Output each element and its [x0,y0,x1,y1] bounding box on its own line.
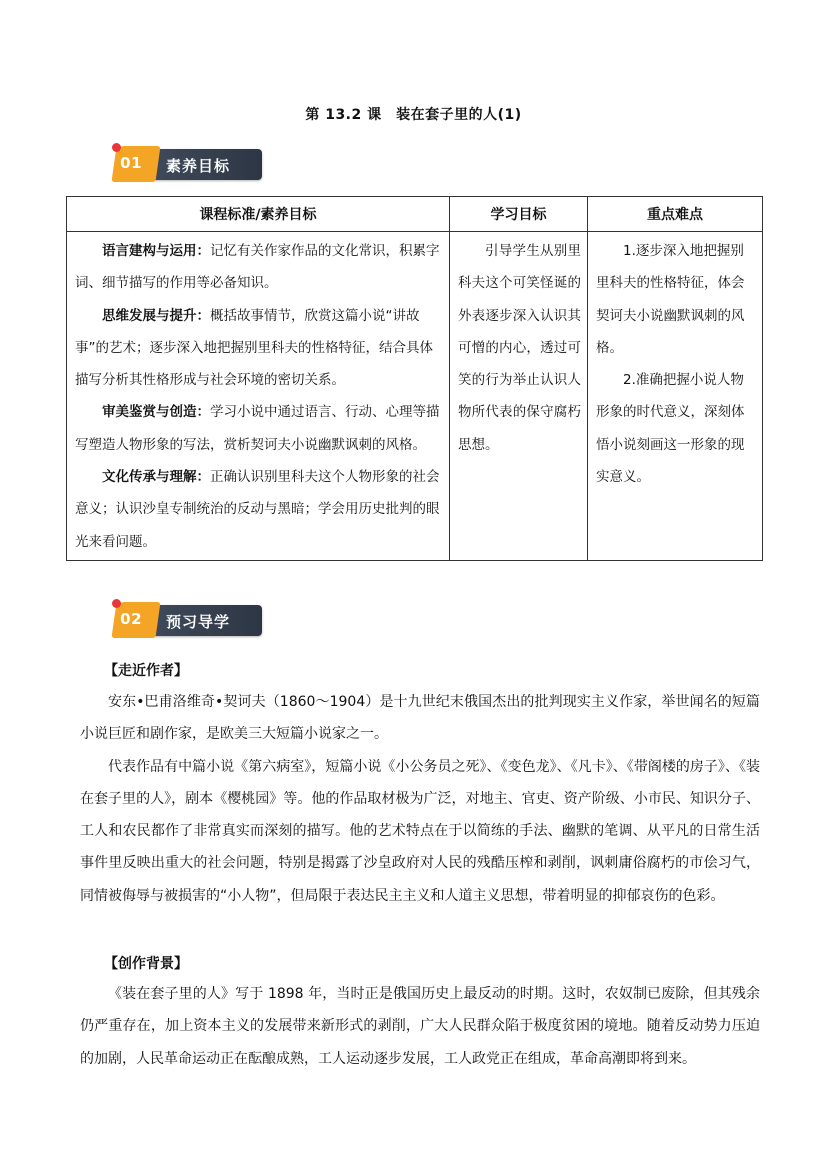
badge-label-bar [150,149,262,180]
learning-goal-text: 引导学生从别里科夫这个可笑怪诞的外表逐步深入认识其可憎的内心，透过可笑的行为举止认识人物所代表的保守腐朽思想。 [458,243,581,453]
literacy-item: 语言建构与运用：记忆有关作家作品的文化常识，积累字词、细节描写的作用等必备知识。 [75,243,440,292]
literacy-goals-cell [67,232,450,561]
author-heading: 【走近作者】 [104,663,188,679]
badge-number-tab [111,146,160,182]
literacy-item: 审美鉴赏与创造：学习小说中通过语言、行动、心理等描写塑造人物形象的写法，赏析契诃夫小说幽默讽刺的风格。 [75,404,440,453]
badge-label-bar [150,605,262,636]
lesson-title: 第 13.2 课 装在套子里的人(1) [305,107,522,123]
key-points-cell [588,232,763,561]
table-header-row [67,197,763,232]
learning-goal-cell [450,232,588,561]
goals-table [66,196,763,561]
badge-number: 01 [120,154,143,172]
badge-dot-icon [112,599,121,608]
literacy-item: 文化传承与理解：正确认识别里科夫这个人物形象的社会意义；认识沙皇专制统治的反动与黑暗；学会用历史批判的眼光来看问题。 [75,469,440,550]
table-header: 学习目标 [450,197,588,232]
key-point: 1.逐步深入地把握别里科夫的性格特征，体会契诃夫小说幽默讽刺的风格。 [596,243,745,356]
key-point: 2.准确把握小说人物形象的时代意义，深刻体悟小说刻画这一形象的现实意义。 [596,372,745,486]
background-heading: 【创作背景】 [104,956,188,972]
background-section [80,978,760,1075]
author-paragraph: 代表作品有中篇小说《第六病室》，短篇小说《小公务员之死》、《变色龙》、《凡卡》、《带阁楼的房子》、《装在套子里的人》，剧本《樱桃园》等。他的作品取材极为广泛，对地主、官吏、资产阶级、小市民、知识分子、工人和农民都作了非常真实而深刻的描写。他的艺术特点在于以简练的手法、幽默的笔调、从平凡的日常生活事件里反映出重大的社会问题，特别是揭露了沙皇政府对人民的残酷压榨和剥削，讽刺庸俗腐朽的市侩习气，同情被侮辱与被损害的“小人物”，但局限于表达民主主义和人道主义思想，带着明显的抑郁哀伤的色彩。 [80,758,760,904]
table-header: 重点难点 [588,197,763,232]
table-header: 课程标准/素养目标 [67,197,450,232]
badge-label: 素养目标 [166,157,231,175]
author-section [80,686,760,912]
section-badge-goals [114,146,264,184]
author-paragraph: 安东•巴甫洛维奇•契诃夫（1860～1904）是十九世纪末俄国杰出的批判现实主义作家，举世闻名的短篇小说巨匠和剧作家，是欧美三大短篇小说家之一。 [80,694,760,743]
section-badge-preview [114,602,264,640]
badge-number: 02 [120,610,143,628]
background-paragraph: 《装在套子里的人》写于 1898 年，当时正是俄国历史上最反动的时期。这时，农奴制已废除，但其残余仍严重存在，加上资本主义的发展带来新形式的剥削，广大人民群众陷于极度贫困的境地。随着反动势力压迫的加剧，人民革命运动正在酝酿成熟，工人运动逐步发展，工人政党正在组成，革命高潮即将到来。 [80,986,760,1067]
table-row [67,232,763,561]
literacy-item: 思维发展与提升：概括故事情节，欣赏这篇小说“讲故事”的艺术；逐步深入地把握别里科夫的性格特征，结合具体描写分析其性格形成与社会环境的密切关系。 [75,307,433,389]
badge-label: 预习导学 [166,613,231,631]
badge-number-tab [111,602,160,638]
badge-dot-icon [112,143,121,152]
